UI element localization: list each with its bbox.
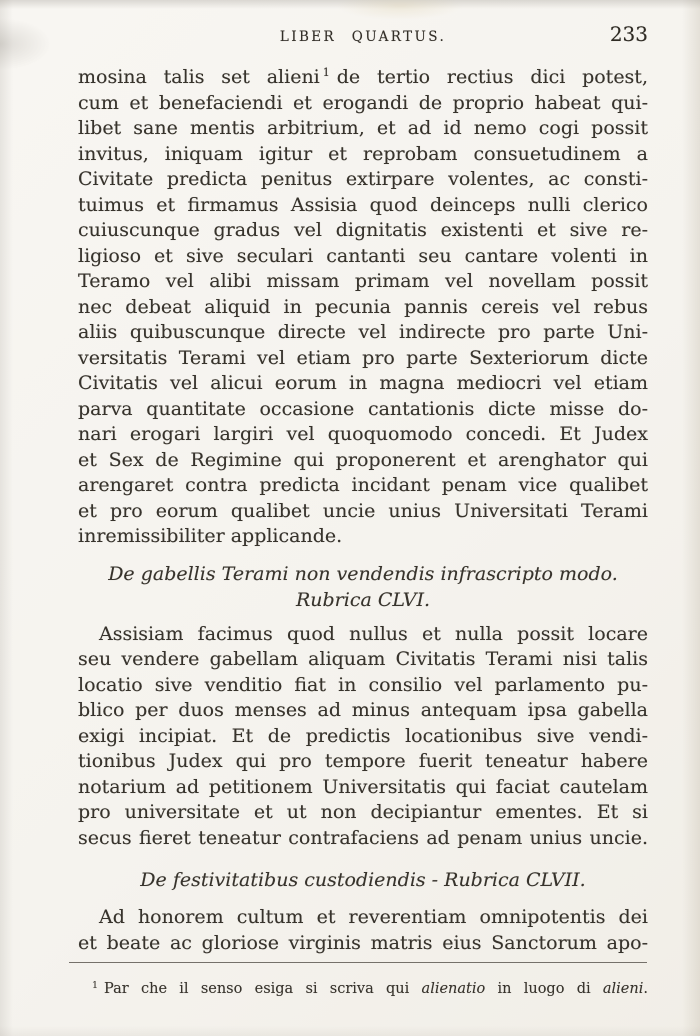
footnote-text: in luogo di: [485, 981, 603, 997]
text-line: Ad honorem cultum et reverentiam omnipotentis dei: [99, 906, 648, 928]
page-header: [78, 24, 648, 44]
footnote: [78, 976, 648, 999]
text-line: ligioso et sive seculari cantanti seu cantare volenti in: [78, 244, 648, 267]
rubric-title-line: De festivitatibus custodiendis - Rubrica CLVII.: [140, 869, 586, 891]
footnote-text: Par che il senso esiga si scriva qui: [104, 981, 422, 997]
page-number: 233: [609, 22, 648, 46]
paragraph-1-lines: [78, 91, 648, 525]
text-line: cuiuscunque gradus vel dignitatis existenti et sive re-: [78, 219, 648, 241]
text-line: Civitate predicta penitus extirpare volentes, ac consti-: [78, 168, 648, 190]
paragraph-3-lines: [78, 931, 648, 957]
footnote-marker: 1: [92, 980, 99, 991]
text-line: tuimus et firmamus Assisia quod deinceps nulli clerico: [78, 193, 648, 216]
text-line: secus fieret teneatur contrafaciens ad penam unius uncie.: [78, 826, 648, 849]
text-line: Assisiam facimus quod nullus et nulla possit locare: [99, 622, 648, 645]
footnote-italic-term: alienatio: [421, 981, 486, 997]
rubric-number-line: Rubrica CLVI.: [295, 588, 431, 611]
rubric-heading-clvi: [78, 561, 648, 613]
text-line-with-footnote-ref: [78, 60, 648, 91]
text-line: nari erogari largiri vel quoquomodo concedi. Et Judex: [78, 423, 648, 445]
paragraph-3: [78, 905, 648, 956]
text-line: arengaret contra predicta incidant penam vice qualibet: [78, 474, 648, 496]
text-line: parva quantitate occasione cantationis dicte misse do-: [78, 397, 648, 420]
text-line: invitus, iniquam igitur et reprobam consuetudinem a: [78, 142, 648, 165]
text-line: blico per duos menses ad minus antequam ipsa gabella: [78, 699, 648, 721]
footnote-italic-term: alieni: [602, 981, 644, 997]
running-title: LIBER QUARTUS.: [279, 29, 447, 45]
text-line: inremissibiliter applicande.: [78, 525, 343, 547]
text-line: versitatis Terami vel etiam pro parte Sexteriorum dicte: [78, 346, 648, 369]
paragraph-1: [78, 60, 648, 550]
text-line: notarium ad petitionem Universitatis qui faciat cautelam: [78, 775, 648, 798]
text-segment: de tertio rectius dici potest,: [336, 66, 648, 88]
text-line: tionibus Judex qui pro tempore fuerit teneatur habere: [78, 750, 648, 772]
text-line: et pro eorum qualibet uncie unius Universitati Terami: [78, 499, 648, 522]
text-line: cum et benefaciendi et erogandi de proprio habeat qui-: [78, 91, 648, 114]
text-line: et beate ac gloriose virginis matris eius Sanctorum apo-: [78, 931, 648, 954]
rubric-heading-clvii: [78, 867, 648, 893]
text-line: exigi incipiat. Et de predictis locationibus sive vendi-: [78, 724, 648, 747]
footnote-separator-rule: [69, 962, 647, 963]
text-line: libet sane mentis arbitrium, et ad id nemo cogi possit: [78, 117, 648, 139]
paragraph-2-lines: [78, 647, 648, 851]
text-line: Civitatis vel alicui eorum in magna mediocri vel etiam: [78, 372, 648, 394]
text-line: nec debeat aliquid in pecunia pannis cereis vel rebus: [78, 295, 648, 318]
text-line: Teramo vel alibi missam primam vel novellam possit: [78, 270, 648, 292]
footnote-reference-1: 1: [322, 66, 330, 79]
text-line: pro universitate et ut non decipiantur ementes. Et si: [78, 801, 648, 823]
text-line: seu vendere gabellam aliquam Civitatis Terami nisi talis: [78, 648, 648, 670]
paragraph-2: [78, 622, 648, 852]
text-line: aliis quibuscunque directe vel indirecte pro parte Uni-: [78, 321, 648, 343]
text-line: locatio sive venditio fiat in consilio vel parlamento pu-: [78, 673, 648, 696]
footnote-text: .: [643, 981, 648, 997]
rubric-title-line: De gabellis Terami non vendendis infrascripto modo.: [108, 562, 618, 585]
text-block: [78, 24, 648, 999]
text-line: et Sex de Regimine qui proponerent et arenghator qui: [78, 448, 648, 471]
text-segment: mosina talis set alieni: [78, 66, 320, 88]
